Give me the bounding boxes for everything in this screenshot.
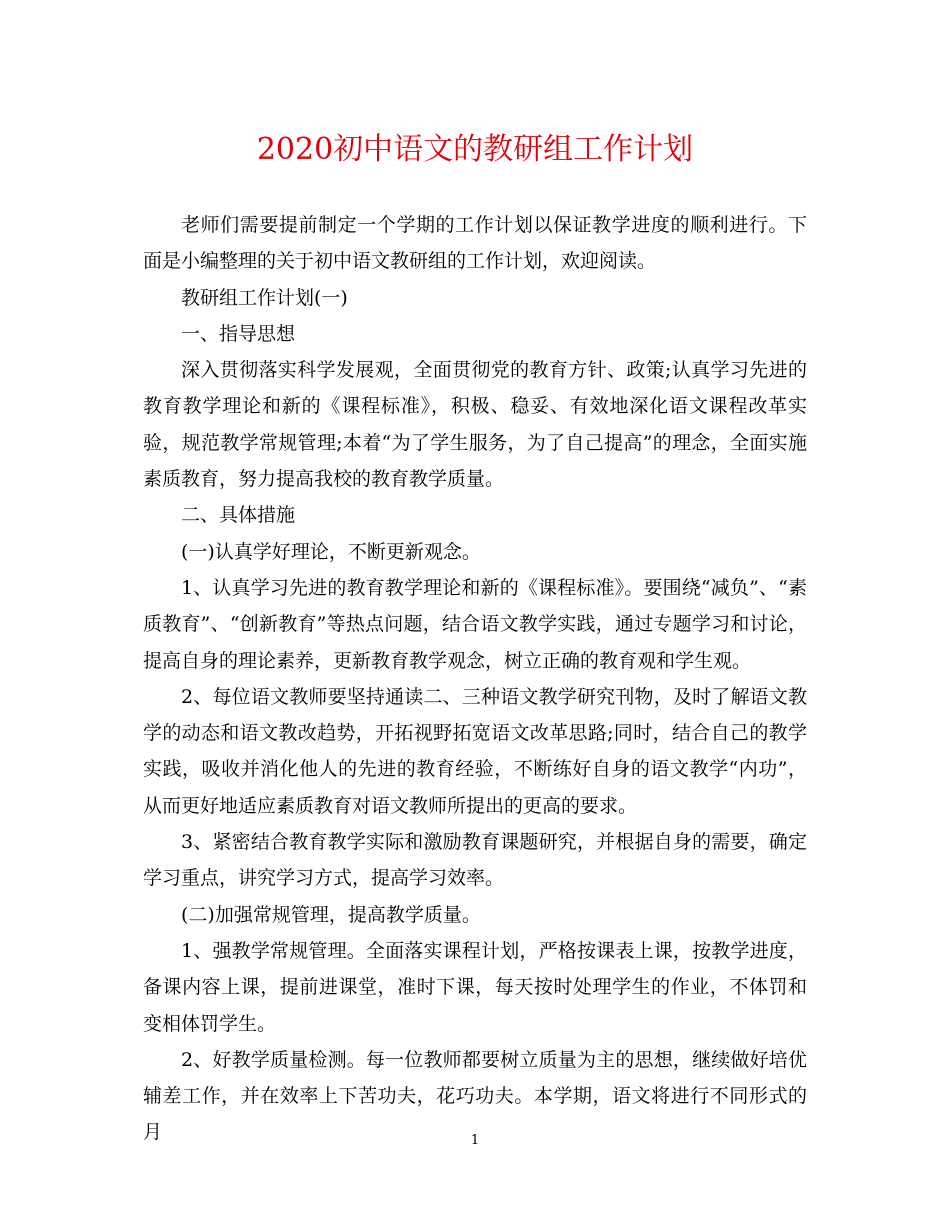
paragraph-subsection-1-heading: (一)认真学好理论，不断更新观念。 (181, 540, 481, 563)
page-number: 1 (470, 1133, 480, 1148)
paragraph-section-1-heading: 一、指导思想 (181, 322, 296, 345)
paragraph-item-1-1: 1、认真学习先进的教育教学理论和新的《课程标准》。要围绕“减负”、“素质教育”、“创新教育”等热点问题，结合语文教学实践，通过专题学习和讨论，提高自身的理论素养，更新教育教学观念，树立正确的教育观和学生观。 (143, 576, 807, 672)
paragraph-item-2-1: 1、强教学常规管理。全面落实课程计划，严格按课表上课，按教学进度，备课内容上课，提前进课堂，准时下课，每天按时处理学生的作业，不体罚和变相体罚学生。 (143, 939, 807, 1035)
document-title: 2020初中语文的教研组工作计划 (256, 132, 694, 167)
paragraph-guiding-ideology: 深入贯彻落实科学发展观，全面贯彻党的教育方针、政策;认真学习先进的教育教学理论和新的《课程标准》，积极、稳妥、有效地深化语文课程改革实验，规范教学常规管理;本着“为了学生服务，为了自己提高”的理念，全面实施素质教育，努力提高我校的教育教学质量。 (143, 359, 807, 491)
paragraph-plan-heading: 教研组工作计划(一) (181, 286, 348, 309)
paragraph-section-2-heading: 二、具体措施 (181, 504, 296, 527)
paragraph-intro: 老师们需要提前制定一个学期的工作计划以保证教学进度的顺利进行。下面是小编整理的关于初中语文教研组的工作计划，欢迎阅读。 (143, 214, 807, 273)
paragraph-item-1-3: 3、紧密结合教育教学实际和激励教育课题研究，并根据自身的需要，确定学习重点，讲究学习方式，提高学习效率。 (143, 831, 807, 890)
paragraph-subsection-2-heading: (二)加强常规管理，提高教学质量。 (181, 903, 481, 926)
paragraph-item-2-2: 2、好教学质量检测。每一位教师都要树立质量为主的思想，继续做好培优辅差工作，并在效率上下苦功夫，花巧功夫。本学期，语文将进行不同形式的月 (143, 1048, 807, 1144)
document-body (143, 207, 807, 1151)
paragraph-item-1-2: 2、每位语文教师要坚持通读二、三种语文教学研究刊物，及时了解语文教学的动态和语文教改趋势，开拓视野拓宽语文改革思路;同时，结合自己的教学实践，吸收并消化他人的先进的教育经验，不断练好自身的语文教学“内功”，从而更好地适应素质教育对语文教师所提出的更高的要求。 (143, 685, 807, 817)
